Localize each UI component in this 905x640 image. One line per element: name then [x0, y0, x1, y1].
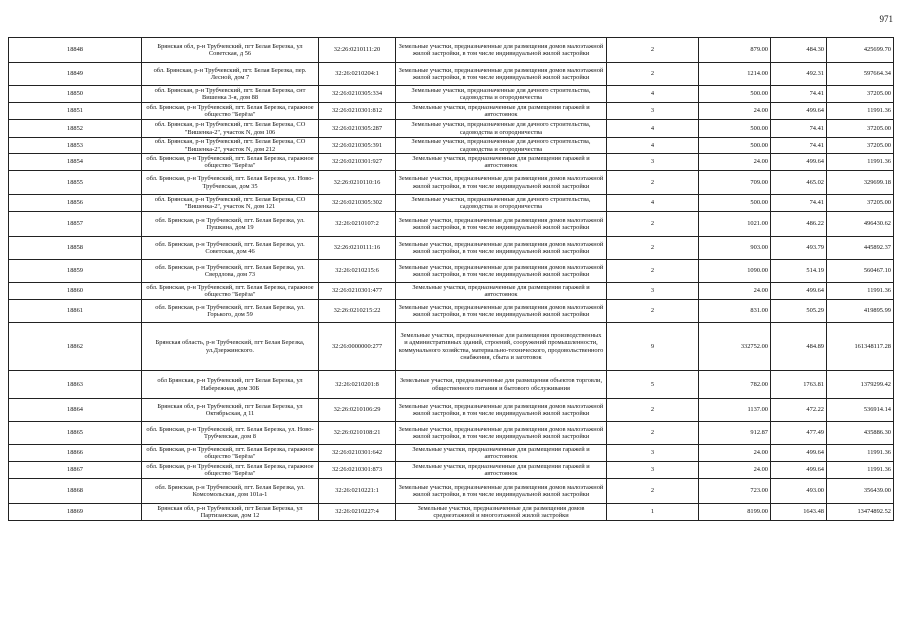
specific-value-cell: 477.49	[771, 422, 827, 445]
land-use-cell: Земельные участки, предназначенные для дачного строительства, садоводства и огородничества	[396, 195, 607, 212]
area-cell: 500.00	[699, 120, 771, 138]
address-cell: Брянская область, р-н Трубчевский, пгт Белая Березка, ул.Дзержинского.	[142, 323, 319, 371]
address-cell: обл. Брянская, р-н Трубчевский, пгт. Белая Березка, ул. Комсомольская, дом 101а-1	[142, 479, 319, 504]
table-row	[9, 171, 894, 195]
address-cell: обл. Брянская, р-н Трубчевский, пгт. Белая Березка, гаражное общество "Берёза"	[142, 154, 319, 171]
group-cell: 2	[607, 399, 699, 422]
page-number: 971	[879, 14, 893, 24]
land-use-cell: Земельные участки, предназначенные для дачного строительства, садоводства и огородничества	[396, 138, 607, 154]
cadastral-value-table	[8, 37, 894, 521]
row-id: 18869	[9, 504, 142, 521]
specific-value-cell: 499.64	[771, 103, 827, 120]
area-cell: 1214.00	[699, 63, 771, 86]
area-cell: 1090.00	[699, 260, 771, 283]
table-row	[9, 422, 894, 445]
table-row	[9, 399, 894, 422]
group-cell: 2	[607, 38, 699, 63]
cadastral-value-cell: 329699.18	[827, 171, 894, 195]
area-cell: 500.00	[699, 138, 771, 154]
land-use-cell: Земельные участки, предназначенные для размещения домов малоэтажной жилой застройки, в том числе индивидуальной жилой застройки	[396, 63, 607, 86]
land-use-cell: Земельные участки, предназначенные для размещения гаражей и автостоянок	[396, 445, 607, 462]
row-id: 18862	[9, 323, 142, 371]
table-row	[9, 283, 894, 300]
cadastral-number-cell: 32:26:0210227:4	[319, 504, 396, 521]
group-cell: 2	[607, 300, 699, 323]
table-row	[9, 154, 894, 171]
land-use-cell: Земельные участки, предназначенные для дачного строительства, садоводства и огородничества	[396, 120, 607, 138]
address-cell: Брянская обл, р-н Трубчевский, пгт Белая Березка, ул Партизанская, дом 12	[142, 504, 319, 521]
cadastral-number-cell: 32:26:0210305:287	[319, 120, 396, 138]
area-cell: 24.00	[699, 462, 771, 479]
table-row	[9, 371, 894, 399]
cadastral-value-cell: 560467.10	[827, 260, 894, 283]
group-cell: 2	[607, 212, 699, 237]
specific-value-cell: 499.64	[771, 154, 827, 171]
table-row	[9, 323, 894, 371]
specific-value-cell: 465.02	[771, 171, 827, 195]
address-cell: обл. Брянская, р-н Трубчевский, пгт. Белая Березка, гаражное общество "Берёза"	[142, 445, 319, 462]
land-use-cell: Земельные участки, предназначенные для размещения домов среднеэтажной и многоэтажной жилой застройки	[396, 504, 607, 521]
land-use-cell: Земельные участки, предназначенные для размещения домов малоэтажной жилой застройки, в том числе индивидуальной жилой застройки	[396, 212, 607, 237]
specific-value-cell: 505.29	[771, 300, 827, 323]
address-cell: обл. Брянская, р-н Трубчевский, пгт. Белая Березка, ул. Советская, дом 46	[142, 237, 319, 260]
cadastral-value-cell: 496430.62	[827, 212, 894, 237]
area-cell: 879.00	[699, 38, 771, 63]
specific-value-cell: 499.64	[771, 462, 827, 479]
group-cell: 2	[607, 63, 699, 86]
specific-value-cell: 74.41	[771, 120, 827, 138]
table-row	[9, 445, 894, 462]
cadastral-value-cell: 425699.70	[827, 38, 894, 63]
group-cell: 2	[607, 237, 699, 260]
specific-value-cell: 486.22	[771, 212, 827, 237]
table-row	[9, 212, 894, 237]
row-id: 18853	[9, 138, 142, 154]
address-cell: обл. Брянская, р-н Трубчевский, пгт. Белая Березка, гаражное общество "Берёза"	[142, 103, 319, 120]
group-cell: 2	[607, 422, 699, 445]
group-cell: 4	[607, 86, 699, 103]
area-cell: 332752.00	[699, 323, 771, 371]
group-cell: 3	[607, 154, 699, 171]
specific-value-cell: 499.64	[771, 445, 827, 462]
specific-value-cell: 484.89	[771, 323, 827, 371]
area-cell: 903.00	[699, 237, 771, 260]
row-id: 18868	[9, 479, 142, 504]
table-row	[9, 195, 894, 212]
cadastral-value-cell: 445892.37	[827, 237, 894, 260]
land-use-cell: Земельные участки, предназначенные для размещения домов малоэтажной жилой застройки, в том числе индивидуальной жилой застройки	[396, 237, 607, 260]
cadastral-number-cell: 32:26:0210204:1	[319, 63, 396, 86]
row-id: 18857	[9, 212, 142, 237]
specific-value-cell: 74.41	[771, 86, 827, 103]
cadastral-number-cell: 32:26:0210301:642	[319, 445, 396, 462]
specific-value-cell: 472.22	[771, 399, 827, 422]
group-cell: 1	[607, 504, 699, 521]
cadastral-number-cell: 32:26:0210111:20	[319, 38, 396, 63]
row-id: 18852	[9, 120, 142, 138]
table-row	[9, 504, 894, 521]
land-use-cell: Земельные участки, предназначенные для размещения домов малоэтажной жилой застройки, в том числе индивидуальной жилой застройки	[396, 260, 607, 283]
address-cell: обл. Брянская, р-н Трубчевский, пгт. Белая Березка, СО "Вишенка-2", участок N, дом 212	[142, 138, 319, 154]
group-cell: 9	[607, 323, 699, 371]
cadastral-value-cell: 11991.36	[827, 103, 894, 120]
table-row	[9, 103, 894, 120]
cadastral-number-cell: 32:26:0210111:16	[319, 237, 396, 260]
cadastral-number-cell: 32:26:0210215:6	[319, 260, 396, 283]
cadastral-value-cell: 356439.00	[827, 479, 894, 504]
area-cell: 782.00	[699, 371, 771, 399]
table-row	[9, 479, 894, 504]
row-id: 18849	[9, 63, 142, 86]
area-cell: 1137.00	[699, 399, 771, 422]
cadastral-value-cell: 11991.36	[827, 283, 894, 300]
cadastral-value-cell: 37205.00	[827, 195, 894, 212]
land-use-cell: Земельные участки, предназначенные для размещения гаражей и автостоянок	[396, 462, 607, 479]
area-cell: 24.00	[699, 283, 771, 300]
area-cell: 500.00	[699, 86, 771, 103]
cadastral-number-cell: 32:26:0210301:927	[319, 154, 396, 171]
specific-value-cell: 74.41	[771, 195, 827, 212]
cadastral-number-cell: 32:26:0210215:22	[319, 300, 396, 323]
cadastral-number-cell: 32:26:0210301:477	[319, 283, 396, 300]
cadastral-number-cell: 32:26:0210110:16	[319, 171, 396, 195]
cadastral-value-cell: 37205.00	[827, 138, 894, 154]
land-use-cell: Земельные участки, предназначенные для размещения гаражей и автостоянок	[396, 154, 607, 171]
table-row	[9, 63, 894, 86]
table-row	[9, 86, 894, 103]
cadastral-value-cell: 37205.00	[827, 120, 894, 138]
row-id: 18855	[9, 171, 142, 195]
cadastral-number-cell: 32:26:0210221:1	[319, 479, 396, 504]
group-cell: 4	[607, 138, 699, 154]
land-use-cell: Земельные участки, предназначенные для размещения гаражей и автостоянок	[396, 103, 607, 120]
row-id: 18854	[9, 154, 142, 171]
cadastral-number-cell: 32:26:0210301:873	[319, 462, 396, 479]
row-id: 18864	[9, 399, 142, 422]
cadastral-value-cell: 419895.99	[827, 300, 894, 323]
area-cell: 8199.00	[699, 504, 771, 521]
table-row	[9, 38, 894, 63]
address-cell: Брянская обл, р-н Трубчевский, пгт Белая Березка, ул Советская, д 56	[142, 38, 319, 63]
group-cell: 2	[607, 479, 699, 504]
cadastral-value-cell: 597664.34	[827, 63, 894, 86]
area-cell: 709.00	[699, 171, 771, 195]
area-cell: 24.00	[699, 154, 771, 171]
group-cell: 3	[607, 283, 699, 300]
cadastral-number-cell: 32:26:0210106:29	[319, 399, 396, 422]
table-body	[9, 38, 894, 521]
address-cell: обл. Брянская, р-н Трубчевский, пгт. Белая Березка, ул. Горького, дом 59	[142, 300, 319, 323]
cadastral-value-cell: 161348117.28	[827, 323, 894, 371]
area-cell: 24.00	[699, 103, 771, 120]
address-cell: обл. Брянская, р-н Трубчевский, пгт. Белая Березка, ул. Ново-Трубчевская, дом 8	[142, 422, 319, 445]
row-id: 18859	[9, 260, 142, 283]
group-cell: 4	[607, 195, 699, 212]
group-cell: 4	[607, 120, 699, 138]
cadastral-value-cell: 37205.00	[827, 86, 894, 103]
table-row	[9, 120, 894, 138]
row-id: 18863	[9, 371, 142, 399]
row-id: 18866	[9, 445, 142, 462]
specific-value-cell: 492.31	[771, 63, 827, 86]
row-id: 18851	[9, 103, 142, 120]
cadastral-number-cell: 32:26:0000000:277	[319, 323, 396, 371]
row-id: 18860	[9, 283, 142, 300]
land-use-cell: Земельные участки, предназначенные для размещения домов малоэтажной жилой застройки, в том числе индивидуальной жилой застройки	[396, 422, 607, 445]
cadastral-value-cell: 11991.36	[827, 445, 894, 462]
group-cell: 5	[607, 371, 699, 399]
address-cell: обл. Брянская, р-н Трубчевский, пгт. Белая Березка, гаражное общество "Берёза"	[142, 462, 319, 479]
land-use-cell: Земельные участки, предназначенные для размещения домов малоэтажной жилой застройки, в том числе индивидуальной жилой застройки	[396, 399, 607, 422]
address-cell: обл. Брянская, р-н Трубчевский, пгт. Белая Березка, пер. Лесной, дом 7	[142, 63, 319, 86]
specific-value-cell: 1763.81	[771, 371, 827, 399]
address-cell: обл. Брянская, р-н Трубчевский, пгт. Белая Березка, снт Вишенка 3-я, дом 88	[142, 86, 319, 103]
row-id: 18850	[9, 86, 142, 103]
area-cell: 831.00	[699, 300, 771, 323]
address-cell: обл. Брянская, р-н Трубчевский, пгт. Белая Березка, СО "Вишенка-2", участок N, дом 106	[142, 120, 319, 138]
group-cell: 2	[607, 260, 699, 283]
specific-value-cell: 514.19	[771, 260, 827, 283]
cadastral-value-cell: 11991.36	[827, 154, 894, 171]
area-cell: 723.00	[699, 479, 771, 504]
area-cell: 912.87	[699, 422, 771, 445]
cadastral-number-cell: 32:26:0210305:302	[319, 195, 396, 212]
land-use-cell: Земельные участки, предназначенные для размещения домов малоэтажной жилой застройки, в том числе индивидуальной жилой застройки	[396, 300, 607, 323]
group-cell: 3	[607, 462, 699, 479]
table-row	[9, 138, 894, 154]
row-id: 18856	[9, 195, 142, 212]
land-use-cell: Земельные участки, предназначенные для дачного строительства, садоводства и огородничества	[396, 86, 607, 103]
land-use-cell: Земельные участки, предназначенные для размещения производственных и административных зданий, строений, сооружений промышленности, коммунального хозяйства, материально-технического, продовольственного снабжения, сбыта и заготовок	[396, 323, 607, 371]
cadastral-value-cell: 11991.36	[827, 462, 894, 479]
table-row	[9, 260, 894, 283]
cadastral-value-cell: 1379299.42	[827, 371, 894, 399]
group-cell: 2	[607, 171, 699, 195]
specific-value-cell: 493.79	[771, 237, 827, 260]
table-row	[9, 462, 894, 479]
cadastral-number-cell: 32:26:0210305:391	[319, 138, 396, 154]
land-use-cell: Земельные участки, предназначенные для размещения гаражей и автостоянок	[396, 283, 607, 300]
table-row	[9, 300, 894, 323]
address-cell: обл. Брянская, р-н Трубчевский, пгт. Белая Березка, гаражное общество "Берёза"	[142, 283, 319, 300]
cadastral-value-cell: 536914.14	[827, 399, 894, 422]
land-use-cell: Земельные участки, предназначенные для размещения домов малоэтажной жилой застройки, в том числе индивидуальной жилой застройки	[396, 479, 607, 504]
specific-value-cell: 493.00	[771, 479, 827, 504]
land-use-cell: Земельные участки, предназначенные для размещения домов малоэтажной жилой застройки, в том числе индивидуальной жилой застройки	[396, 38, 607, 63]
specific-value-cell: 1643.48	[771, 504, 827, 521]
group-cell: 3	[607, 445, 699, 462]
area-cell: 1021.00	[699, 212, 771, 237]
row-id: 18867	[9, 462, 142, 479]
specific-value-cell: 74.41	[771, 138, 827, 154]
cadastral-number-cell: 32:26:0210107:2	[319, 212, 396, 237]
group-cell: 3	[607, 103, 699, 120]
area-cell: 500.00	[699, 195, 771, 212]
cadastral-value-cell: 13474892.52	[827, 504, 894, 521]
cadastral-number-cell: 32:26:0210305:334	[319, 86, 396, 103]
row-id: 18848	[9, 38, 142, 63]
address-cell: обл Брянская, р-н Трубчевский, пгт Белая Березка, ул Набережная, дом 30Б	[142, 371, 319, 399]
table-row	[9, 237, 894, 260]
land-use-cell: Земельные участки, предназначенные для размещения объектов торговли, общественного питания и бытового обслуживания	[396, 371, 607, 399]
address-cell: Брянская обл, р-н Трубчевский, пгт Белая Березка, ул Октябрьская, д 11	[142, 399, 319, 422]
address-cell: обл. Брянская, р-н Трубчевский, пгт. Белая Березка, СО "Вишенка-2", участок N, дом 121	[142, 195, 319, 212]
row-id: 18865	[9, 422, 142, 445]
land-use-cell: Земельные участки, предназначенные для размещения домов малоэтажной жилой застройки, в том числе индивидуальной жилой застройки	[396, 171, 607, 195]
address-cell: обл. Брянская, р-н Трубчевский, пгт. Белая Березка, ул. Свердлова, дом 73	[142, 260, 319, 283]
cadastral-value-cell: 435886.30	[827, 422, 894, 445]
specific-value-cell: 499.64	[771, 283, 827, 300]
specific-value-cell: 484.30	[771, 38, 827, 63]
address-cell: обл. Брянская, р-н Трубчевский, пгт. Белая Березка, ул. Ново-Трубчевская, дом 35	[142, 171, 319, 195]
cadastral-number-cell: 32:26:0210108:21	[319, 422, 396, 445]
row-id: 18861	[9, 300, 142, 323]
row-id: 18858	[9, 237, 142, 260]
cadastral-number-cell: 32:26:0210301:812	[319, 103, 396, 120]
address-cell: обл. Брянская, р-н Трубчевский, пгт. Белая Березка, ул. Пушкина, дом 19	[142, 212, 319, 237]
cadastral-number-cell: 32:26:0210201:8	[319, 371, 396, 399]
area-cell: 24.00	[699, 445, 771, 462]
